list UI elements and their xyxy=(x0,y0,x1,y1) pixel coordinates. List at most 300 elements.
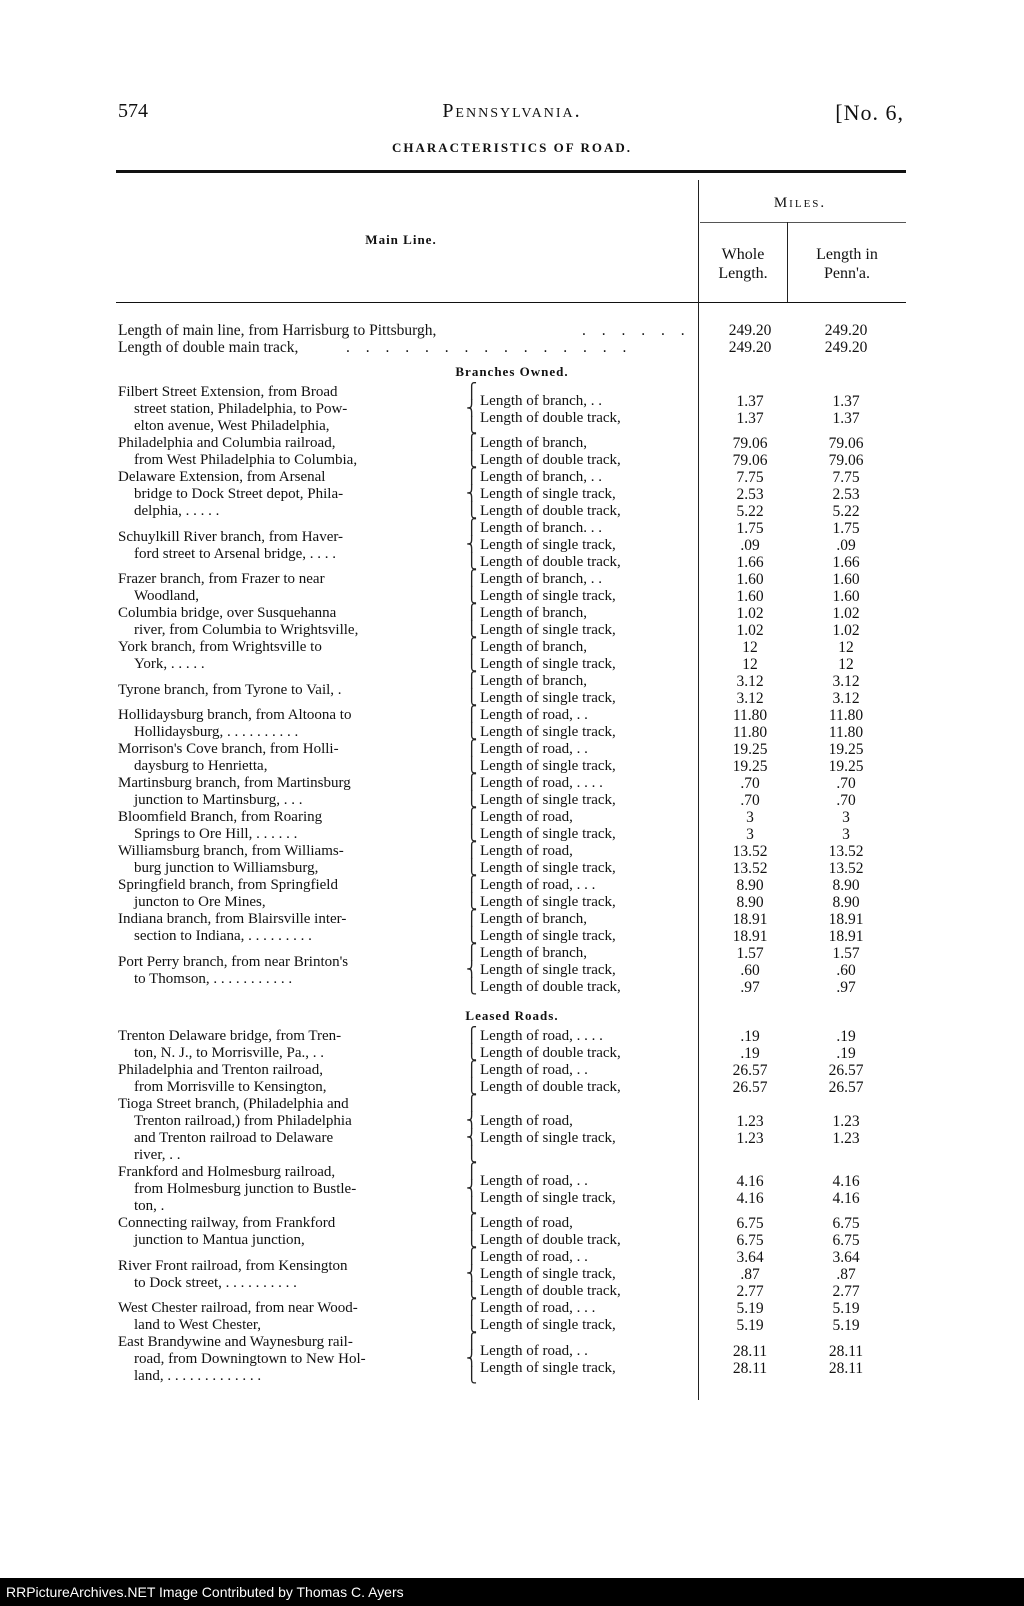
measure-label: Length of road, xyxy=(480,1113,573,1129)
road-name-line: Port Perry branch, from near Brinton's xyxy=(118,953,349,970)
road-name-line: Trenton Delaware bridge, from Tren- xyxy=(118,1028,342,1044)
value-row xyxy=(0,724,1024,741)
road-entry xyxy=(0,605,1024,639)
road-entry xyxy=(0,1334,1024,1385)
road-name-line: Hollidaysburg branch, from Altoona to xyxy=(118,707,352,723)
penna-length-value: 2.77 xyxy=(832,1283,860,1300)
whole-length-value: 8.90 xyxy=(736,877,764,894)
road-entry xyxy=(0,384,1024,435)
value-row xyxy=(0,1028,1024,1045)
value-row xyxy=(0,1317,1024,1334)
measure-label: Length of branch, . . xyxy=(480,392,603,409)
value-rows xyxy=(0,809,1024,843)
measure-label: Length of double track, xyxy=(480,1079,621,1095)
value-row xyxy=(0,843,1024,860)
road-name-line: Woodland, xyxy=(134,588,200,604)
road-name-line: to Thomson, . . . . . . . . . . . xyxy=(134,970,293,987)
measure-label: Length of single track, xyxy=(480,792,616,808)
measure-label: Length of double track, xyxy=(480,554,621,570)
whole-length-value: 3 xyxy=(746,809,754,826)
road-name-line: Connecting railway, from Frankford xyxy=(118,1215,336,1231)
value-row xyxy=(0,656,1024,673)
whole-length-value: 8.90 xyxy=(736,894,764,911)
measure-label: Length of branch, xyxy=(480,673,588,689)
whole-length-value: 26.57 xyxy=(732,1062,768,1079)
brace-glyph: ⎧ ⎩ xyxy=(466,877,478,910)
value-row xyxy=(0,690,1024,707)
value-row xyxy=(0,571,1024,588)
whole-length-value: .70 xyxy=(740,775,760,792)
whole-length-value: .19 xyxy=(740,1028,760,1045)
road-name-line: elton avenue, West Philadelphia, xyxy=(134,418,330,434)
road-entry xyxy=(0,911,1024,945)
penna-length-value: 1.60 xyxy=(832,571,860,588)
road-name-line: land, . . . . . . . . . . . . . xyxy=(134,1368,262,1384)
penna-length-value: 79.06 xyxy=(828,435,864,452)
row-description: Length of main line, from Harrisburg to Pittsburgh, xyxy=(118,322,437,339)
whole-length-value: 28.11 xyxy=(732,1342,768,1360)
brace-glyph: ⎧ ⎨ ⎩ xyxy=(466,1334,478,1384)
road-name-line: from West Philadelphia to Columbia, xyxy=(134,452,358,468)
measure-label: Length of double track, xyxy=(480,1045,621,1061)
whole-length-value: .60 xyxy=(740,962,760,979)
brace-glyph: ⎧ ⎩ xyxy=(466,1300,478,1333)
penna-length-value: 8.90 xyxy=(832,877,860,894)
penna-length-value: 1.02 xyxy=(832,622,860,639)
value-row xyxy=(0,520,1024,537)
whole-length-value: 26.57 xyxy=(732,1079,768,1096)
value-rows xyxy=(0,1343,1024,1377)
penna-length-value: 26.57 xyxy=(828,1079,864,1096)
brace-glyph: ⎧ ⎨ ⎩ xyxy=(466,384,478,434)
value-row xyxy=(0,758,1024,775)
whole-length-value: 18.91 xyxy=(732,911,768,928)
penna-length-value: .19 xyxy=(836,1045,856,1062)
value-rows xyxy=(0,775,1024,809)
whole-length-value: 2.53 xyxy=(736,486,764,503)
road-entry xyxy=(0,1062,1024,1096)
measure-label: Length of road, . . xyxy=(480,741,588,757)
whole-length-value: 6.75 xyxy=(736,1232,764,1249)
measure-label: Length of road, . . . xyxy=(480,1300,596,1316)
measure-label: Length of road, xyxy=(480,843,573,859)
value-row xyxy=(0,1130,1024,1147)
whole-length-value: 6.75 xyxy=(736,1215,764,1232)
penna-length-value: 1.66 xyxy=(832,554,860,571)
penna-length-value: .19 xyxy=(836,1028,856,1045)
table-body xyxy=(0,322,1024,1385)
value-rows xyxy=(0,435,1024,469)
road-name-line: Hollidaysburg, . . . . . . . . . . xyxy=(134,724,299,740)
whole-length-value: .87 xyxy=(740,1266,760,1283)
value-rows xyxy=(0,1300,1024,1334)
measure-label: Length of road, xyxy=(480,809,573,825)
brace-glyph: ⎧ ⎨ ⎩ xyxy=(466,520,478,570)
header-bottom-rule xyxy=(116,302,906,303)
penna-length-value: 19.25 xyxy=(828,741,864,758)
whole-length-value: 11.80 xyxy=(732,724,768,741)
road-entry xyxy=(0,469,1024,520)
penna-length-value: 79.06 xyxy=(828,452,864,469)
measure-label: Length of single track, xyxy=(480,622,616,638)
road-name-line: Williamsburg branch, from Williams- xyxy=(118,843,344,859)
value-rows xyxy=(0,707,1024,741)
measure-label: Length of road, . . xyxy=(480,1062,588,1078)
measure-label: Length of single track, xyxy=(480,1359,616,1376)
whole-length-value: 249.20 xyxy=(728,339,772,356)
brace-glyph: ⎧ ⎩ xyxy=(466,571,478,604)
measure-label: Length of road, . . xyxy=(480,1172,588,1189)
brace-glyph: ⎧ ⎩ xyxy=(466,605,478,638)
road-entry xyxy=(0,1164,1024,1215)
penna-length-value: .70 xyxy=(836,775,856,792)
penna-length-value: .87 xyxy=(836,1266,856,1283)
brace-glyph: ⎧ ⎩ xyxy=(466,673,478,706)
road-name-line: Martinsburg branch, from Martinsburg xyxy=(118,775,351,791)
measure-label: Length of single track, xyxy=(480,826,616,842)
measure-label: Length of branch, xyxy=(480,435,588,451)
measure-label: Length of single track, xyxy=(480,486,616,502)
penna-length-value: 4.16 xyxy=(832,1172,860,1190)
brace-glyph: ⎧ ⎩ xyxy=(466,775,478,808)
value-row xyxy=(0,792,1024,809)
measure-label: Length of single track, xyxy=(480,1130,616,1146)
value-row xyxy=(0,775,1024,792)
value-row xyxy=(0,605,1024,622)
road-name-line: river, . . xyxy=(134,1147,181,1163)
brace-glyph: ⎧ ⎨ ⎨ ⎩ xyxy=(466,1096,478,1163)
length-in-penna-header-line: Length in xyxy=(816,246,878,263)
measure-label: Length of double track, xyxy=(480,1232,621,1248)
value-row xyxy=(0,486,1024,503)
whole-length-value: 12 xyxy=(742,639,758,656)
measure-label: Length of single track, xyxy=(480,1317,616,1333)
value-row xyxy=(0,393,1024,410)
main-line-row xyxy=(0,322,1024,339)
value-row xyxy=(0,928,1024,945)
road-entry xyxy=(0,673,1024,707)
value-row xyxy=(0,1343,1024,1360)
road-name-line: Trenton railroad,) from Philadelphia xyxy=(134,1113,352,1129)
value-rows xyxy=(0,1215,1024,1249)
value-row xyxy=(0,1113,1024,1130)
measure-label: Length of single track, xyxy=(480,758,616,774)
whole-length-value: 1.60 xyxy=(736,571,764,588)
value-row xyxy=(0,1283,1024,1300)
whole-length-value: 4.16 xyxy=(736,1189,764,1207)
whole-length-value: 12 xyxy=(742,656,758,673)
issue-number: [No. 6, xyxy=(835,100,904,125)
value-row xyxy=(0,1215,1024,1232)
whole-length-value: 13.52 xyxy=(732,843,768,860)
road-entry xyxy=(0,1300,1024,1334)
penna-length-value: 6.75 xyxy=(832,1232,860,1249)
penna-length-value: 18.91 xyxy=(828,928,864,945)
value-row xyxy=(0,826,1024,843)
road-name-line: from Holmesburg junction to Bustle- xyxy=(134,1181,357,1197)
road-entry xyxy=(0,843,1024,877)
measure-label: Length of branch, xyxy=(480,605,588,621)
road-entry xyxy=(0,520,1024,571)
road-name-line: road, from Downingtown to New Hol- xyxy=(134,1351,366,1367)
measure-label: Length of branch, . . xyxy=(480,469,603,485)
penna-length-value: 11.80 xyxy=(828,724,864,741)
road-entry xyxy=(0,775,1024,809)
value-rows xyxy=(0,393,1024,427)
penna-length-value: 1.37 xyxy=(832,392,860,410)
value-row xyxy=(0,1266,1024,1283)
measure-label: Length of single track, xyxy=(480,690,616,706)
penna-length-value: 5.22 xyxy=(832,503,860,520)
brace-glyph: ⎧ ⎩ xyxy=(466,741,478,774)
penna-length-value: 12 xyxy=(838,639,854,656)
value-row xyxy=(0,979,1024,996)
whole-length-value: 3.64 xyxy=(736,1249,764,1266)
main-line-heading: Main Line. xyxy=(365,232,437,247)
road-name-line: Springs to Ore Hill, . . . . . . xyxy=(134,826,298,842)
value-row xyxy=(0,860,1024,877)
value-row xyxy=(0,673,1024,690)
measure-label: Length of double track, xyxy=(480,979,621,995)
value-rows xyxy=(0,520,1024,571)
value-row xyxy=(0,452,1024,469)
penna-length-value: 4.16 xyxy=(832,1189,860,1207)
penna-length-value: .60 xyxy=(836,962,856,979)
road-name-line: West Chester railroad, from near Wood- xyxy=(118,1300,358,1316)
value-rows xyxy=(0,843,1024,877)
penna-length-value: 2.53 xyxy=(832,486,860,503)
road-name-line: Delaware Extension, from Arsenal xyxy=(118,469,326,485)
brace-glyph: ⎧ ⎩ xyxy=(466,911,478,944)
brace-glyph: ⎧ ⎨ ⎩ xyxy=(466,1249,478,1299)
whole-length-value: .19 xyxy=(740,1045,760,1062)
road-entry xyxy=(0,571,1024,605)
whole-length-value: 7.75 xyxy=(736,469,764,486)
brace-glyph: ⎧ ⎩ xyxy=(466,435,478,468)
value-row xyxy=(0,537,1024,554)
penna-length-value: 3.64 xyxy=(832,1249,860,1266)
measure-label: Length of single track, xyxy=(480,860,616,876)
road-entry xyxy=(0,639,1024,673)
value-row xyxy=(0,1045,1024,1062)
road-name-line: burg junction to Williamsburg, xyxy=(134,860,319,876)
penna-length-value: .70 xyxy=(836,792,856,809)
road-name-line: Frazer branch, from Frazer to near xyxy=(118,571,325,587)
brace-glyph: ⎧ ⎨ ⎩ xyxy=(466,945,478,995)
road-name-line: Bloomfield Branch, from Roaring xyxy=(118,809,323,825)
measure-label: Length of double track, xyxy=(480,1283,621,1299)
measure-label: Length of branch. . . xyxy=(480,520,603,536)
penna-length-value: 1.02 xyxy=(832,605,860,622)
penna-length-value: 13.52 xyxy=(828,860,864,877)
road-name-line: Tioga Street branch, (Philadelphia and xyxy=(118,1096,349,1112)
row-description: Length of double main track, xyxy=(118,339,299,356)
road-name-line: street station, Philadelphia, to Pow- xyxy=(134,401,348,417)
measure-label: Length of double track, xyxy=(480,452,621,468)
whole-length-value: 4.16 xyxy=(736,1172,764,1190)
whole-length-value: 3 xyxy=(746,826,754,843)
road-name-line: bridge to Dock Street depot, Phila- xyxy=(134,486,344,502)
whole-length-value: 2.77 xyxy=(736,1283,764,1300)
penna-length-value: 6.75 xyxy=(832,1215,860,1232)
whole-length-value: .09 xyxy=(740,537,760,554)
brace-glyph: ⎧ ⎩ xyxy=(466,843,478,876)
measure-label: Length of branch, xyxy=(480,945,588,961)
value-row xyxy=(0,1360,1024,1377)
value-rows xyxy=(0,877,1024,911)
road-name-line: Frankford and Holmesburg railroad, xyxy=(118,1164,336,1180)
whole-length-value: 79.06 xyxy=(732,452,768,469)
measure-label: Length of single track, xyxy=(480,1189,616,1206)
brace-glyph: ⎧ ⎩ xyxy=(466,707,478,740)
value-row xyxy=(0,410,1024,427)
measure-label: Length of single track, xyxy=(480,894,616,910)
value-row xyxy=(0,877,1024,894)
whole-length-value: 5.22 xyxy=(736,503,764,520)
road-name-line: Indiana branch, from Blairsville inter- xyxy=(118,911,347,927)
road-name-line: daysburg to Henrietta, xyxy=(134,758,268,774)
value-row xyxy=(0,639,1024,656)
value-rows xyxy=(0,1249,1024,1300)
road-entry xyxy=(0,945,1024,996)
miles-column-group: Miles. xyxy=(773,195,827,211)
road-name-line: York, . . . . . xyxy=(134,656,205,672)
value-row xyxy=(0,1190,1024,1207)
whole-length-value: 1.02 xyxy=(736,605,764,622)
measure-label: Length of branch, xyxy=(480,911,588,927)
road-name-line: river, from Columbia to Wrightsville, xyxy=(134,622,359,638)
measure-label: Length of single track, xyxy=(480,928,616,944)
measure-label: Length of road, . . . . xyxy=(480,1028,603,1044)
whole-length-value: 1.75 xyxy=(736,520,764,537)
value-rows xyxy=(0,605,1024,639)
penna-length-value: 12 xyxy=(838,656,854,673)
whole-length-value: 11.80 xyxy=(732,707,768,724)
penna-length-value: 18.91 xyxy=(828,911,864,928)
value-row xyxy=(0,554,1024,571)
image-credit-footer: RRPictureArchives.NET Image Contributed by Thomas C. Ayers xyxy=(0,1578,1024,1606)
whole-length-header-line: Length. xyxy=(718,265,768,282)
penna-length-value: 1.23 xyxy=(832,1130,860,1147)
road-name-line: junction to Mantua junction, xyxy=(134,1232,305,1248)
road-name-line: from Morrisville to Kensington, xyxy=(134,1079,327,1095)
table-title: CHARACTERISTICS OF ROAD. xyxy=(391,140,633,155)
whole-length-value: 3.12 xyxy=(736,690,764,707)
penna-length-value: 5.19 xyxy=(832,1300,860,1317)
spacer xyxy=(0,996,1024,1004)
value-rows xyxy=(0,741,1024,775)
measure-label: Length of single track, xyxy=(480,724,616,740)
measure-label: Length of road, . . . . xyxy=(480,775,603,791)
value-rows xyxy=(0,911,1024,945)
penna-length-value: 3.12 xyxy=(832,690,860,707)
whole-length-value: 5.19 xyxy=(736,1317,764,1334)
penna-length-value: 19.25 xyxy=(828,758,864,775)
penna-length-value: 28.11 xyxy=(828,1342,864,1360)
leader-dots: . . . . . . . . . . . . . . . xyxy=(346,339,633,356)
measure-label: Length of road, . . . xyxy=(480,877,596,893)
penna-length-value: 8.90 xyxy=(832,894,860,911)
whole-length-value: 1.02 xyxy=(736,622,764,639)
whole-length-value: 79.06 xyxy=(732,435,768,452)
value-row xyxy=(0,911,1024,928)
road-name-line: Philadelphia and Trenton railroad, xyxy=(118,1062,323,1078)
measure-label: Length of road, . . xyxy=(480,1249,588,1265)
road-entry xyxy=(0,1096,1024,1164)
value-row xyxy=(0,469,1024,486)
measure-label: Length of road, . . xyxy=(480,707,588,723)
road-entry xyxy=(0,877,1024,911)
brace-glyph: ⎧ ⎨ ⎩ xyxy=(466,1164,478,1214)
penna-length-value: 13.52 xyxy=(828,843,864,860)
road-name-line: River Front railroad, from Kensington xyxy=(118,1257,348,1274)
value-row xyxy=(0,962,1024,979)
brace-glyph: ⎧ ⎩ xyxy=(466,1028,478,1061)
penna-length-value: 11.80 xyxy=(828,707,864,724)
whole-length-value: .70 xyxy=(740,792,760,809)
penna-length-value: 28.11 xyxy=(828,1359,864,1377)
road-name-line: Morrison's Cove branch, from Holli- xyxy=(118,741,339,757)
measure-label: Length of branch, . . xyxy=(480,571,603,587)
penna-length-value: 3 xyxy=(842,809,850,826)
penna-length-value: 1.57 xyxy=(832,945,860,962)
road-entry xyxy=(0,435,1024,469)
value-row xyxy=(0,1079,1024,1096)
road-name-line: East Brandywine and Waynesburg rail- xyxy=(118,1334,353,1350)
whole-length-value: 1.37 xyxy=(736,392,764,410)
road-name-line: delphia, . . . . . xyxy=(134,503,220,519)
whole-length-value: 249.20 xyxy=(728,322,772,339)
miles-underline xyxy=(700,222,906,223)
whole-length-header xyxy=(700,245,786,283)
whole-length-value: 19.25 xyxy=(732,741,768,758)
penna-length-value: 249.20 xyxy=(824,322,868,339)
value-row xyxy=(0,1062,1024,1079)
value-rows xyxy=(0,1173,1024,1207)
length-in-penna-header-line: Penn'a. xyxy=(824,265,870,282)
value-row xyxy=(0,894,1024,911)
measure-label: Length of single track, xyxy=(480,962,616,978)
road-name-line: to Dock street, . . . . . . . . . . xyxy=(134,1274,297,1291)
brace-glyph: ⎧ ⎩ xyxy=(466,1215,478,1248)
road-name-line: land to West Chester, xyxy=(134,1317,262,1333)
penna-length-value: 26.57 xyxy=(828,1062,864,1079)
road-name-line: Springfield branch, from Springfield xyxy=(118,877,338,893)
value-rows xyxy=(0,1028,1024,1062)
whole-length-header-line: Whole xyxy=(721,246,765,263)
brace-glyph: ⎧ ⎩ xyxy=(466,639,478,672)
whole-length-value: .97 xyxy=(740,979,760,996)
penna-length-value: 1.75 xyxy=(832,520,860,537)
value-row xyxy=(0,435,1024,452)
road-name-line: and Trenton railroad to Delaware xyxy=(134,1130,334,1146)
penna-length-value: 1.60 xyxy=(832,588,860,605)
whole-length-value: 5.19 xyxy=(736,1300,764,1317)
whole-length-value: 13.52 xyxy=(732,860,768,877)
value-row xyxy=(0,1173,1024,1190)
whole-length-value: 1.60 xyxy=(736,588,764,605)
top-rule xyxy=(116,170,906,173)
road-name-line: Columbia bridge, over Susquehanna xyxy=(118,605,337,621)
penna-length-value: 1.37 xyxy=(832,409,860,427)
measure-label: Length of double track, xyxy=(480,503,621,519)
measure-label: Length of road, xyxy=(480,1215,573,1231)
measure-label: Length of single track, xyxy=(480,1266,616,1282)
road-name-line: Philadelphia and Columbia railroad, xyxy=(118,435,336,451)
value-row xyxy=(0,588,1024,605)
value-rows xyxy=(0,673,1024,707)
leased-roads-heading: Leased Roads. xyxy=(465,1008,559,1023)
